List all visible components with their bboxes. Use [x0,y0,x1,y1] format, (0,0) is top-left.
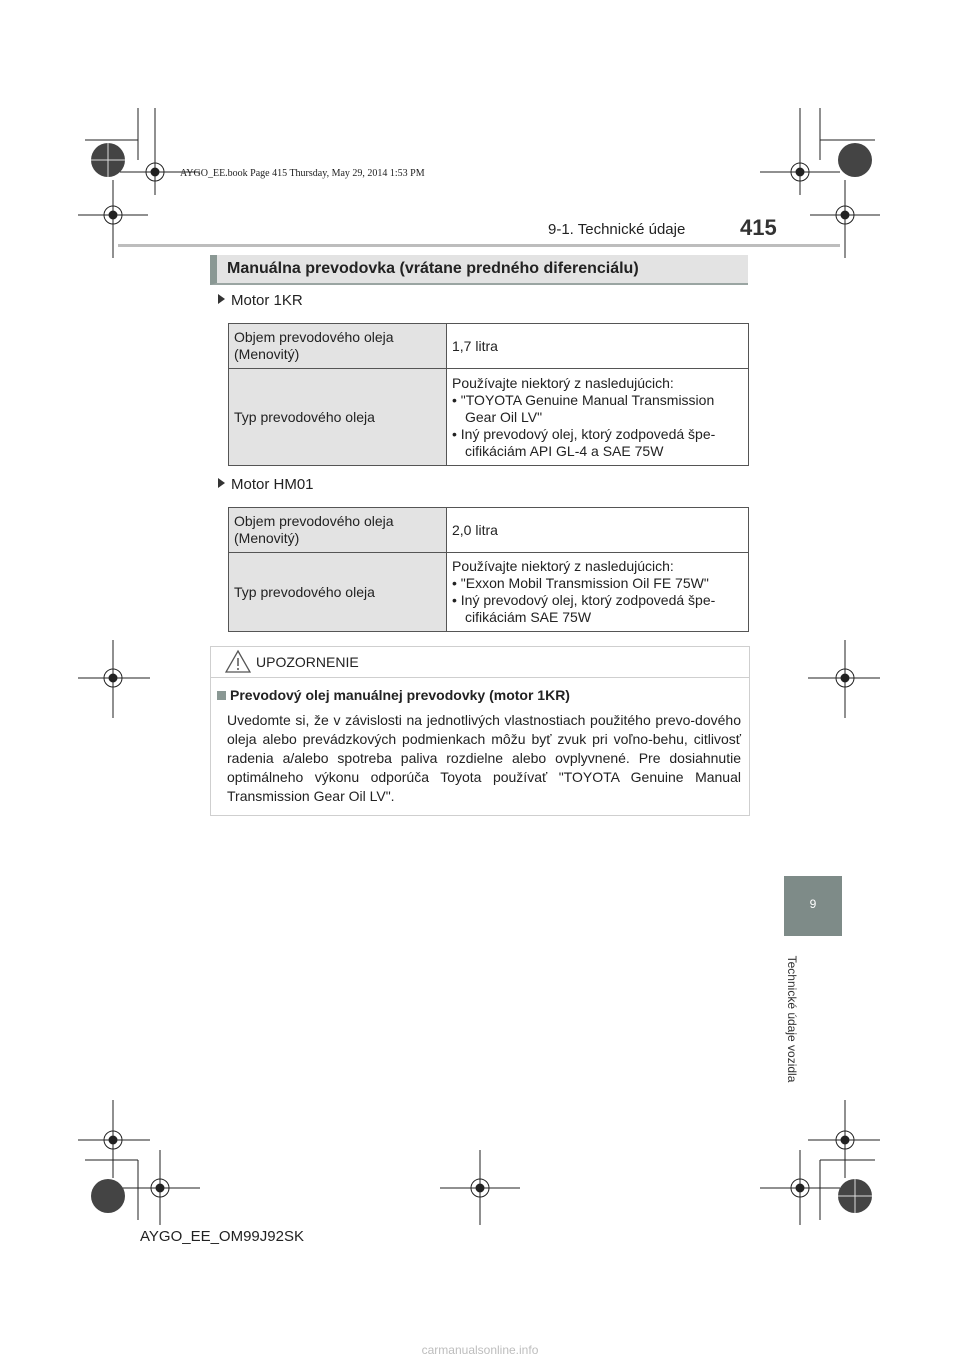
table-value-cell: 1,7 litra [447,324,749,369]
section-heading: Manuálna prevodovka (vrátane predného diferenciálu) [210,255,748,285]
table-row [229,324,749,369]
warning-icon [225,649,251,673]
table-label-cell: Typ prevodového oleja [229,369,447,466]
list-intro: Používajte niektorý z nasledujúcich: [452,374,674,391]
warning-subtitle: Prevodový olej manuálnej prevodovky (motor 1KR) [217,687,570,703]
table-label-cell: Objem prevodového oleja (Menovitý) [229,508,447,553]
warning-header [211,647,749,678]
motor-hm01-label: Motor HM01 [218,476,314,493]
header-rule [118,244,840,247]
list-item: • "Exxon Mobil Transmission Oil FE 75W" [452,575,709,591]
table-value-cell: 2,0 litra [447,508,749,553]
watermark: carmanualsonline.info [421,1343,539,1357]
warning-title: UPOZORNENIE [256,654,359,670]
section-title: 9-1. Technické údaje [548,221,686,238]
warning-box [210,646,750,816]
warning-body: Uvedomte si, že v závislosti na jednotlivých vlastnostiach použitého prevo-dového oleja alebo prevádzkových podmienkach môžu byť zvuk pri voľno-behu, citlivosť radenia a/alebo spotreba paliva rozdielne alebo ovplyvnené. Pre dosiahnutie optimálneho výkonu odporúča Toyota používať "TOYOTA Genuine Manual Transmission Gear Oil LV". [227,712,741,804]
book-info: AYGO_EE.book Page 415 Thursday, May 29, 2014 1:53 PM [180,168,425,179]
table-row [229,508,749,553]
footer-code: AYGO_EE_OM99J92SK [140,1228,304,1245]
list-intro: Používajte niektorý z nasledujúcich: [452,558,674,574]
chapter-number: 9 [809,897,817,911]
spec-table-hm01 [228,507,749,632]
table-row [229,369,749,466]
list-item: • "TOYOTA Genuine Manual Transmission Gear Oil LV" [452,391,715,425]
page-number: 415 [740,215,777,240]
table-row [229,553,749,632]
table-label-cell: Objem prevodového oleja (Menovitý) [229,324,447,369]
list-item: • Iný prevodový olej, ktorý zodpovedá špe-cifikáciám SAE 75W [452,592,716,625]
table-label-cell: Typ prevodového oleja [229,553,447,632]
table-value-cell [447,369,749,466]
bullet-square-icon [217,691,226,700]
chapter-label: Technické údaje vozidla [785,955,799,1083]
motor-1kr-label: Motor 1KR [218,292,303,309]
list-item: • Iný prevodový olej, ktorý zodpovedá špe-cifikáciám API GL-4 a SAE 75W [452,425,716,459]
arrow-right-icon [218,478,225,488]
spec-table-1kr [228,323,749,466]
arrow-right-icon [218,294,225,304]
table-value-cell [447,553,749,632]
